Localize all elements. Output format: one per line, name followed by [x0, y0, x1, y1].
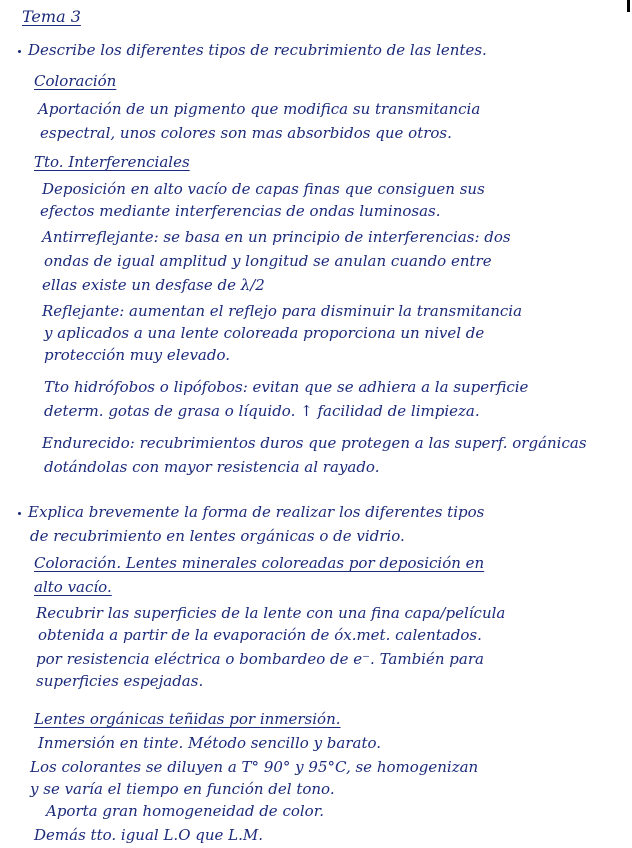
line-10: ondas de igual amplitud y longitud se anulan cuando entre	[44, 252, 492, 270]
line-16: determ. gotas de grasa o líquido. ↑ facilidad de limpieza.	[44, 402, 480, 420]
line-5: espectral, unos colores son mas absorbidos que otros.	[40, 124, 452, 142]
line-18: dotándolas con mayor resistencia al rayado.	[44, 458, 380, 476]
line-32: Demás tto. igual L.O que L.M.	[34, 826, 264, 844]
line-25: por resistencia eléctrica o bombardeo de e⁻. También para	[36, 650, 484, 668]
line-31: Aporta gran homogeneidad de color.	[46, 802, 324, 820]
line-13: y aplicados a una lente coloreada proporciona un nivel de	[44, 324, 485, 342]
line-28: Inmersión en tinte. Método sencillo y barato.	[38, 734, 382, 752]
line-hidrofobos: Tto hidrófobos o lipófobos: evitan que se adhiera a la superficie	[44, 378, 529, 396]
line-reflejante: Reflejante: aumentan el reflejo para disminuir la transmitancia	[42, 302, 523, 320]
line-26: superficies espejadas.	[36, 672, 204, 690]
question-1: Describe los diferentes tipos de recubrimiento de las lentes.	[28, 41, 487, 59]
title-tema-3: Tema 3	[22, 7, 81, 26]
page-edge-mark	[627, 0, 630, 12]
question-2: Explica brevemente la forma de realizar los diferentes tipos	[28, 503, 485, 521]
heading-coloracion: Coloración	[34, 72, 117, 90]
bullet-2	[18, 512, 21, 515]
line-alto-vacio: alto vacío.	[34, 578, 112, 596]
line-23: Recubrir las superficies de la lente con una fina capa/película	[36, 604, 506, 622]
line-7: Deposición en alto vacío de capas finas que consiguen sus	[42, 180, 485, 198]
line-8: efectos mediante interferencias de ondas luminosas.	[40, 202, 441, 220]
heading-coloracion-minerales: Coloración. Lentes minerales coloreadas por deposición en	[34, 554, 485, 572]
line-20: de recubrimiento en lentes orgánicas o de vidrio.	[30, 527, 405, 545]
bullet-1	[18, 50, 21, 53]
line-antirreflejante: Antirreflejante: se basa en un principio de interferencias: dos	[42, 228, 511, 246]
line-4: Aportación de un pigmento que modifica su transmitancia	[38, 100, 481, 118]
line-29: Los colorantes se diluyen a T° 90° y 95°C, se homogenizan	[30, 758, 479, 776]
line-endurecido: Endurecido: recubrimientos duros que protegen a las superf. orgánicas	[42, 434, 587, 452]
line-30: y se varía el tiempo en función del tono.	[30, 780, 335, 798]
line-11: ellas existe un desfase de λ/2	[42, 276, 265, 294]
heading-organicas-tenidas: Lentes orgánicas teñidas por inmersión.	[34, 710, 341, 728]
heading-interferenciales: Tto. Interferenciales	[34, 153, 190, 171]
line-14: protección muy elevado.	[44, 346, 230, 364]
line-24: obtenida a partir de la evaporación de óx.met. calentados.	[38, 626, 482, 644]
